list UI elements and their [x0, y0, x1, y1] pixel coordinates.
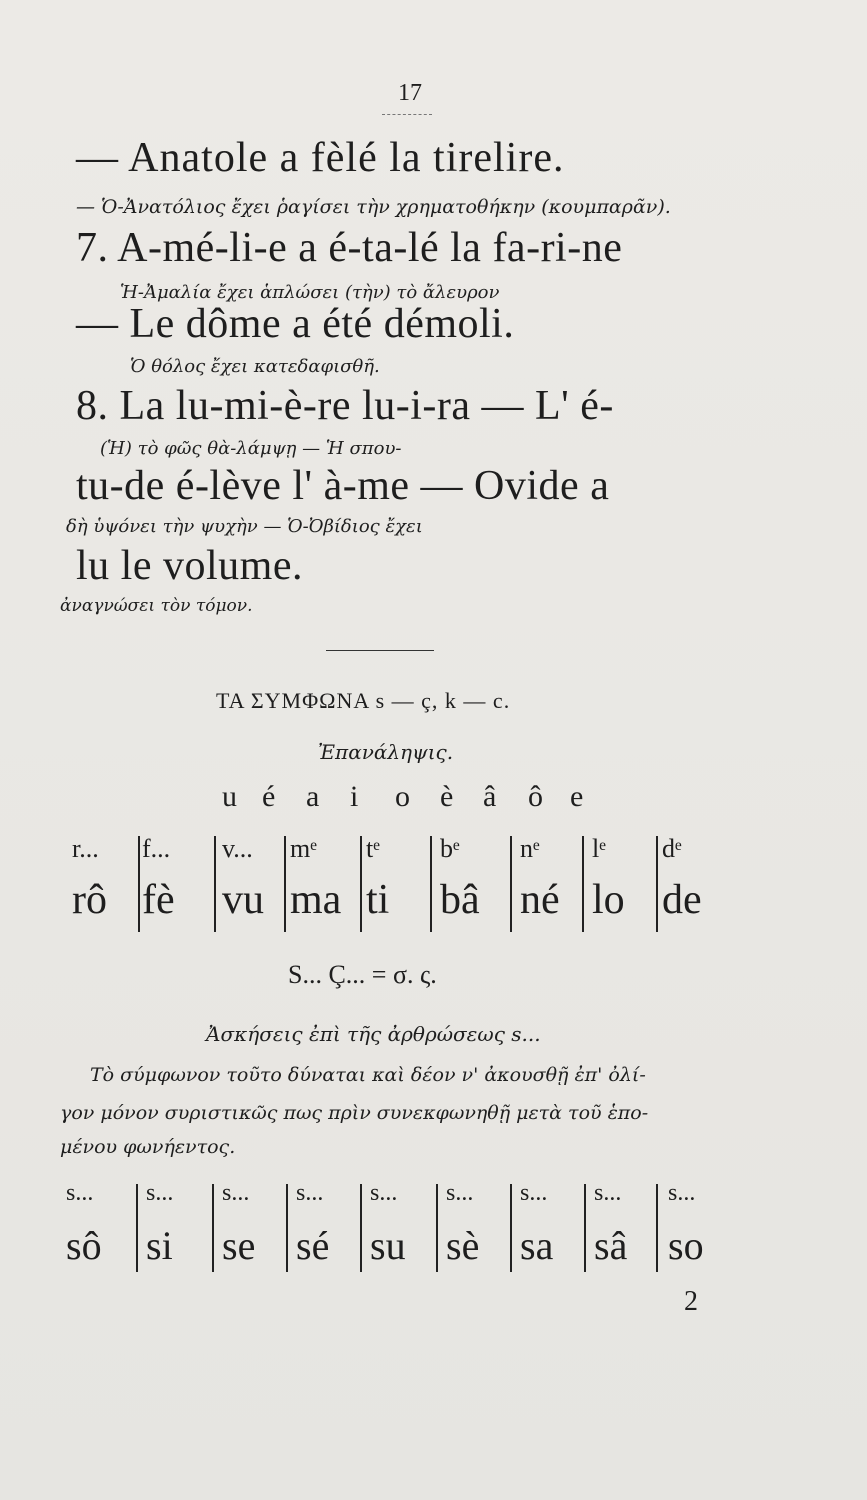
- line-volume: lu le volume.: [76, 543, 303, 589]
- table1-bottom-cell: ti: [366, 877, 390, 923]
- table2-top-cell: s...: [370, 1180, 398, 1206]
- table2-divider: [286, 1184, 288, 1272]
- table2-top-cell: s...: [668, 1180, 696, 1206]
- line-7: 7. A-mé-li-e a é-ta-lé la fa-ri-ne: [76, 225, 623, 271]
- table1-bottom-cell: lo: [592, 877, 625, 923]
- s-cedilla-line: S... Ç... = σ. ς.: [288, 960, 437, 989]
- table2-bottom-cell: sâ: [594, 1223, 628, 1268]
- table2-top-cell: s...: [66, 1180, 94, 1206]
- line-1-greek: — Ὁ-Ἀνατόλιος ἔχει ῥαγίσει τὴν χρηματοθήκην (κουμπαρᾶν).: [76, 196, 671, 218]
- table2-top-cell: s...: [146, 1180, 174, 1206]
- exercise-text-3: μένου φωνήεντος.: [60, 1136, 236, 1158]
- vowel-letter: o: [395, 780, 410, 813]
- table1-top-cell: mᵉ: [290, 834, 317, 863]
- exercise-text-2: γον μόνον συριστικῶς πως πρὶν συνεκφωνηθῇ μετὰ τοῦ ἑπο-: [60, 1102, 649, 1124]
- vowel-letter: u: [222, 780, 237, 813]
- table1-top-cell: f...: [142, 834, 171, 863]
- table2-top-cell: s...: [296, 1180, 324, 1206]
- table1-divider: [656, 836, 658, 932]
- section-title: ΤΑ ΣΥΜΦΩΝΑ s — ç, k — c.: [216, 688, 511, 713]
- line-7-greek: Ἡ-Ἀμαλία ἔχει ἁπλώσει (τὴν) τὸ ἄλευρον: [120, 282, 500, 303]
- page-number-ornament: [382, 114, 432, 115]
- vowel-letter: â: [483, 780, 497, 813]
- table2-bottom-cell: sa: [520, 1223, 554, 1268]
- vowel-letter: e: [570, 780, 584, 813]
- table2-top-cell: s...: [222, 1180, 250, 1206]
- line-8-greek: (Ἡ) τὸ φῶς θὰ-λάμψῃ — Ἡ σπου-: [100, 438, 402, 459]
- vowel-letter: i: [350, 780, 359, 813]
- table1-bottom-cell: né: [520, 877, 560, 923]
- table2-divider: [584, 1184, 586, 1272]
- table1-divider: [284, 836, 286, 932]
- table1-divider: [510, 836, 512, 932]
- subtitle: Ἐπανάληψις.: [318, 740, 454, 764]
- table1-top-cell: nᵉ: [520, 834, 540, 863]
- table2-bottom-cell: sô: [66, 1223, 102, 1268]
- table2-top-cell: s...: [594, 1180, 622, 1206]
- line-dome-greek: Ὁ θόλος ἔχει κατεδαφισθῆ.: [130, 356, 380, 377]
- exercise-title: Ἀσκήσεις ἐπὶ τῆς ἀρθρώσεως s...: [206, 1022, 541, 1046]
- table1-top-cell: bᵉ: [440, 834, 460, 863]
- table2-top-cell: s...: [520, 1180, 548, 1206]
- line-1: — Anatole a fèlé la tirelire.: [76, 135, 565, 181]
- table1-bottom-cell: fè: [142, 877, 175, 923]
- table1-bottom-cell: de: [662, 877, 702, 923]
- table1-bottom-cell: ma: [290, 877, 342, 923]
- table1-bottom-cell: rô: [72, 877, 107, 923]
- signature-mark: 2: [684, 1286, 698, 1317]
- vowel-letter: é: [262, 780, 276, 813]
- table2-divider: [212, 1184, 214, 1272]
- table1-bottom-cell: vu: [222, 877, 264, 923]
- line-dome: — Le dôme a été démoli.: [76, 301, 515, 347]
- page-number: 17: [398, 80, 422, 106]
- table2-divider: [510, 1184, 512, 1272]
- table1-bottom-cell: bâ: [440, 877, 480, 923]
- table2-top-cell: s...: [446, 1180, 474, 1206]
- table2-bottom-cell: sé: [296, 1223, 330, 1268]
- table1-divider: [214, 836, 216, 932]
- vowel-letter: ô: [528, 780, 543, 813]
- line-etude: tu-de é-lève l' à-me — Ovide a: [76, 463, 610, 509]
- table1-top-cell: tᵉ: [366, 834, 380, 863]
- table2-bottom-cell: se: [222, 1223, 256, 1268]
- vowel-letter: a: [306, 780, 320, 813]
- section-divider: [326, 650, 434, 651]
- table2-bottom-cell: so: [668, 1223, 704, 1268]
- line-etude-greek: δὴ ὑψόνει τὴν ψυχὴν — Ὁ-Ὀβίδιος ἔχει: [66, 516, 423, 537]
- table2-divider: [436, 1184, 438, 1272]
- line-volume-greek: ἀναγνώσει τὸν τόμον.: [60, 596, 253, 616]
- table1-top-cell: v...: [222, 834, 253, 863]
- table1-divider: [582, 836, 584, 932]
- vowel-letter: è: [440, 780, 454, 813]
- table2-divider: [136, 1184, 138, 1272]
- table1-top-cell: dᵉ: [662, 834, 682, 863]
- table2-bottom-cell: su: [370, 1223, 406, 1268]
- table1-divider: [360, 836, 362, 932]
- table1-top-cell: lᵉ: [592, 834, 606, 863]
- table2-divider: [360, 1184, 362, 1272]
- table2-divider: [656, 1184, 658, 1272]
- table2-bottom-cell: si: [146, 1223, 173, 1268]
- table1-top-cell: r...: [72, 834, 99, 863]
- line-8: 8. La lu-mi-è-re lu-i-ra — L' é-: [76, 383, 614, 429]
- table1-divider: [138, 836, 140, 932]
- table1-divider: [430, 836, 432, 932]
- table2-bottom-cell: sè: [446, 1223, 480, 1268]
- exercise-text-1: Τὸ σύμφωνον τοῦτο δύναται καὶ δέον ν' ἀκουσθῇ ἐπ' ὀλί-: [90, 1064, 646, 1086]
